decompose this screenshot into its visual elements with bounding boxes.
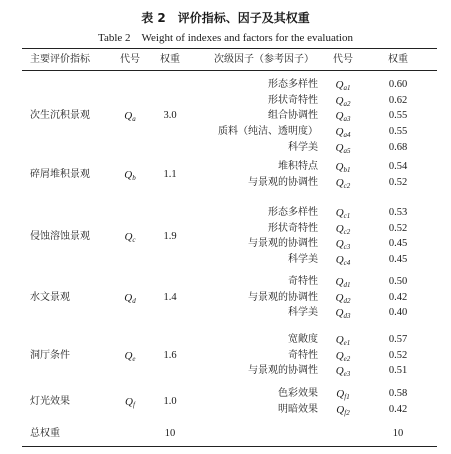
code-subscript: a5	[343, 146, 351, 155]
factor-weight: 0.53	[388, 207, 408, 218]
factor-weight: 0.52	[388, 349, 408, 361]
code-subscript: c4	[343, 259, 351, 268]
factor-weight: 0.45	[388, 254, 408, 266]
factor-weight: 0.42	[388, 291, 408, 303]
main-index-name: 碎屑堆积景观	[30, 168, 90, 180]
header-factor: 次级因子（参考因子）	[214, 54, 314, 65]
factor-weight: 0.55	[388, 126, 408, 138]
factor-name: 宽敞度	[288, 334, 318, 345]
code-symbol: Q	[335, 94, 344, 107]
factor-name: 科学美	[288, 254, 318, 266]
factor-name: 质料（纯洁、透明度）	[218, 126, 318, 138]
code-subscript: f2	[344, 408, 350, 417]
code-subscript: e2	[343, 354, 351, 363]
factor-name: 堆积特点	[278, 161, 318, 172]
factor-code	[325, 125, 361, 142]
header-weight: 权重	[160, 54, 180, 65]
factor-name: 明暗效果	[278, 403, 318, 415]
factor-name: 与景观的协调性	[248, 238, 318, 250]
code-subscript: c1	[343, 212, 351, 220]
code-subscript: d1	[343, 281, 351, 289]
factor-weight: 0.55	[388, 110, 408, 122]
main-index-name: 灯光效果	[30, 395, 70, 407]
code-symbol: Q	[335, 291, 344, 304]
factor-code	[325, 141, 361, 158]
factor-code	[325, 237, 361, 254]
code-subscript: c2	[343, 181, 351, 190]
code-subscript: a	[132, 115, 136, 124]
factor-name: 形状奇特性	[268, 94, 318, 106]
main-index-code	[110, 349, 150, 366]
total-factor-weight: 10	[392, 428, 404, 439]
code-subscript: e3	[343, 370, 351, 379]
code-symbol: Q	[335, 238, 344, 251]
code-subscript: d	[132, 296, 136, 305]
header-code: 代号	[120, 54, 140, 65]
factor-weight: 0.57	[388, 334, 408, 345]
code-subscript: f	[133, 400, 135, 409]
main-index-name: 侵蚀溶蚀景观	[30, 230, 90, 242]
header-rule	[22, 70, 437, 71]
code-subscript: a3	[343, 115, 351, 124]
total-weight: 10	[164, 428, 176, 439]
factor-code	[325, 78, 361, 95]
factor-weight: 0.60	[388, 79, 408, 90]
factor-name: 科学美	[288, 307, 318, 319]
total-label: 总权重	[30, 428, 60, 439]
code-symbol: Q	[335, 126, 344, 139]
code-subscript: a1	[343, 84, 351, 92]
factor-name: 科学美	[288, 141, 318, 153]
factor-weight: 0.45	[388, 238, 408, 250]
factor-code	[325, 94, 361, 111]
code-symbol: Q	[124, 349, 133, 362]
factor-code	[325, 222, 361, 239]
factor-code	[325, 349, 361, 366]
factor-name: 与景观的协调性	[248, 365, 318, 377]
code-symbol: Q	[335, 207, 344, 219]
main-index-name: 洞厅条件	[30, 349, 70, 361]
code-symbol: Q	[125, 395, 133, 408]
factor-name: 与景观的协调性	[248, 176, 318, 188]
factor-weight: 0.51	[388, 365, 408, 377]
factor-name: 与景观的协调性	[248, 291, 318, 303]
factor-code	[325, 160, 361, 177]
factor-code	[325, 333, 361, 350]
top-rule	[22, 48, 437, 49]
header-factor-weight: 权重	[388, 54, 408, 65]
main-index-code	[110, 168, 150, 185]
code-symbol: Q	[335, 79, 344, 91]
main-index-weight: 1.0	[163, 395, 177, 407]
code-symbol: Q	[335, 349, 344, 362]
factor-code	[325, 206, 361, 223]
factor-code	[325, 387, 361, 404]
main-index-weight: 1.1	[163, 168, 177, 180]
header-main-index: 主要评价指标	[30, 54, 90, 65]
factor-code	[325, 403, 361, 420]
factor-weight: 0.68	[388, 141, 408, 153]
factor-code	[325, 109, 361, 126]
factor-weight: 0.54	[388, 161, 408, 172]
main-index-code	[110, 291, 150, 308]
code-subscript: f1	[344, 393, 350, 401]
code-symbol: Q	[124, 168, 133, 181]
code-subscript: b	[132, 173, 136, 182]
code-symbol: Q	[124, 110, 133, 123]
code-symbol: Q	[335, 276, 344, 288]
code-subscript: d2	[343, 296, 351, 305]
code-symbol: Q	[336, 388, 345, 400]
bottom-rule	[22, 446, 437, 447]
main-index-code	[110, 395, 150, 412]
main-index-code	[110, 109, 150, 126]
factor-weight: 0.40	[388, 307, 408, 319]
code-symbol: Q	[124, 291, 133, 304]
code-subscript: e1	[343, 339, 351, 347]
factor-weight: 0.50	[388, 276, 408, 287]
code-subscript: a2	[343, 99, 351, 108]
code-subscript: c	[132, 235, 136, 244]
factor-code	[325, 291, 361, 308]
factor-weight: 0.62	[388, 94, 408, 106]
code-subscript: c3	[343, 243, 351, 252]
factor-code	[325, 306, 361, 323]
code-symbol: Q	[335, 161, 344, 173]
factor-code	[325, 275, 361, 292]
main-index-weight: 1.6	[163, 349, 177, 361]
main-index-weight: 3.0	[163, 110, 177, 122]
factor-name: 奇特性	[288, 276, 318, 287]
code-symbol: Q	[335, 307, 344, 320]
factor-name: 形态多样性	[268, 79, 318, 90]
factor-name: 形态多样性	[268, 207, 318, 218]
factor-weight: 0.52	[388, 176, 408, 188]
factor-code	[325, 364, 361, 381]
main-index-weight: 1.4	[163, 291, 177, 303]
code-symbol: Q	[124, 230, 133, 243]
factor-weight: 0.58	[388, 388, 408, 399]
code-subscript: c2	[343, 227, 351, 236]
code-subscript: e	[132, 354, 136, 363]
factor-name: 奇特性	[288, 349, 318, 361]
main-index-name: 水文景观	[30, 291, 70, 303]
header-factor-code: 代号	[333, 54, 353, 65]
factor-name: 形状奇特性	[268, 222, 318, 234]
main-index-code	[110, 230, 150, 247]
code-subscript: b1	[343, 166, 351, 174]
main-index-weight: 1.9	[163, 230, 177, 242]
code-symbol: Q	[336, 403, 345, 416]
code-symbol: Q	[335, 110, 344, 123]
factor-weight: 0.52	[388, 222, 408, 234]
code-subscript: d3	[343, 312, 351, 321]
code-symbol: Q	[335, 176, 344, 189]
code-subscript: a4	[343, 131, 351, 140]
factor-name: 组合协调性	[268, 110, 318, 122]
code-symbol: Q	[335, 254, 344, 267]
factor-code	[325, 253, 361, 270]
table-title-en: Table 2 Weight of indexes and factors for the evaluation	[98, 32, 353, 44]
factor-weight: 0.42	[388, 403, 408, 415]
factor-name: 色彩效果	[278, 388, 318, 399]
factor-code	[325, 176, 361, 193]
main-index-name: 次生沉积景观	[30, 110, 90, 122]
code-symbol: Q	[335, 222, 344, 235]
code-symbol: Q	[335, 334, 344, 346]
table-title-cn: 表 2 评价指标、因子及其权重	[141, 11, 310, 25]
code-symbol: Q	[335, 365, 344, 378]
code-symbol: Q	[335, 141, 344, 154]
